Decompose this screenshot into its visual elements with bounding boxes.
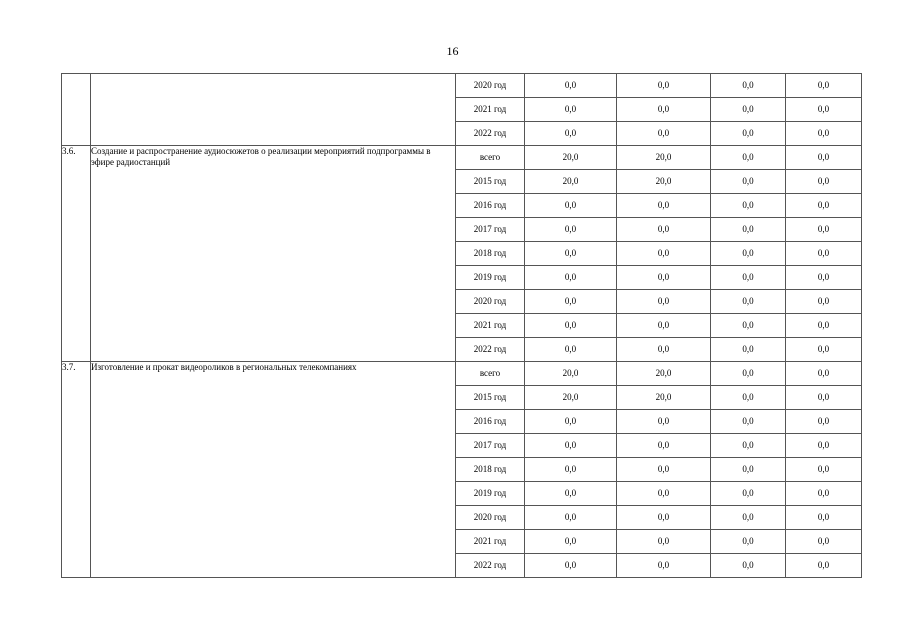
value-cell: 0,0	[711, 506, 786, 530]
item-number	[62, 74, 91, 146]
value-cell: 0,0	[617, 242, 711, 266]
table-row	[62, 74, 862, 98]
year-cell: 2016 год	[456, 410, 525, 434]
value-cell: 0,0	[617, 482, 711, 506]
value-cell: 0,0	[525, 338, 617, 362]
value-cell: 0,0	[711, 530, 786, 554]
year-cell: 2022 год	[456, 554, 525, 578]
value-cell: 0,0	[617, 122, 711, 146]
budget-table	[61, 73, 862, 578]
value-cell: 20,0	[525, 170, 617, 194]
value-cell: 0,0	[786, 338, 862, 362]
value-cell: 0,0	[711, 410, 786, 434]
value-cell: 0,0	[786, 74, 862, 98]
value-cell: 0,0	[711, 194, 786, 218]
value-cell: 0,0	[617, 338, 711, 362]
value-cell: 0,0	[617, 98, 711, 122]
value-cell: 0,0	[617, 530, 711, 554]
value-cell: 0,0	[711, 338, 786, 362]
value-cell: 0,0	[525, 266, 617, 290]
value-cell: 0,0	[525, 74, 617, 98]
value-cell: 0,0	[711, 122, 786, 146]
value-cell: 0,0	[525, 506, 617, 530]
value-cell: 0,0	[786, 314, 862, 338]
value-cell: 0,0	[711, 482, 786, 506]
value-cell: 0,0	[711, 98, 786, 122]
item-name: Создание и распространение аудиосюжетов о реализации мероприятий подпрограммы в эфире радиостанций	[91, 146, 456, 362]
value-cell: 0,0	[711, 362, 786, 386]
table-row	[62, 146, 862, 170]
value-cell: 0,0	[786, 266, 862, 290]
table-row	[62, 362, 862, 386]
value-cell: 0,0	[617, 434, 711, 458]
value-cell: 0,0	[786, 242, 862, 266]
value-cell: 0,0	[786, 290, 862, 314]
value-cell: 0,0	[711, 74, 786, 98]
value-cell: 0,0	[786, 386, 862, 410]
year-cell: 2020 год	[456, 74, 525, 98]
item-number: 3.7.	[62, 362, 91, 578]
value-cell: 0,0	[711, 554, 786, 578]
value-cell: 0,0	[711, 290, 786, 314]
value-cell: 0,0	[786, 410, 862, 434]
value-cell: 0,0	[786, 146, 862, 170]
value-cell: 0,0	[617, 410, 711, 434]
value-cell: 0,0	[711, 170, 786, 194]
value-cell: 0,0	[786, 458, 862, 482]
value-cell: 0,0	[786, 434, 862, 458]
value-cell: 0,0	[617, 266, 711, 290]
value-cell: 0,0	[617, 506, 711, 530]
year-cell: 2021 год	[456, 314, 525, 338]
value-cell: 0,0	[525, 290, 617, 314]
value-cell: 0,0	[525, 98, 617, 122]
year-cell: 2022 год	[456, 122, 525, 146]
value-cell: 0,0	[711, 146, 786, 170]
item-name	[91, 74, 456, 146]
year-cell: 2020 год	[456, 290, 525, 314]
year-cell: всего	[456, 362, 525, 386]
year-cell: 2021 год	[456, 530, 525, 554]
value-cell: 20,0	[525, 362, 617, 386]
value-cell: 0,0	[617, 554, 711, 578]
year-cell: 2015 год	[456, 170, 525, 194]
value-cell: 0,0	[786, 194, 862, 218]
value-cell: 0,0	[617, 74, 711, 98]
year-cell: всего	[456, 146, 525, 170]
value-cell: 0,0	[525, 410, 617, 434]
year-cell: 2019 год	[456, 482, 525, 506]
value-cell: 20,0	[525, 146, 617, 170]
value-cell: 0,0	[525, 314, 617, 338]
value-cell: 20,0	[525, 386, 617, 410]
year-cell: 2015 год	[456, 386, 525, 410]
value-cell: 0,0	[786, 362, 862, 386]
value-cell: 0,0	[786, 122, 862, 146]
value-cell: 0,0	[711, 314, 786, 338]
value-cell: 0,0	[711, 434, 786, 458]
value-cell: 0,0	[617, 458, 711, 482]
value-cell: 0,0	[617, 194, 711, 218]
year-cell: 2018 год	[456, 458, 525, 482]
value-cell: 0,0	[711, 386, 786, 410]
year-cell: 2020 год	[456, 506, 525, 530]
value-cell: 0,0	[786, 530, 862, 554]
value-cell: 20,0	[617, 362, 711, 386]
value-cell: 0,0	[525, 218, 617, 242]
value-cell: 0,0	[711, 218, 786, 242]
year-cell: 2019 год	[456, 266, 525, 290]
value-cell: 0,0	[525, 242, 617, 266]
value-cell: 0,0	[786, 218, 862, 242]
year-cell: 2016 год	[456, 194, 525, 218]
value-cell: 0,0	[617, 218, 711, 242]
year-cell: 2021 год	[456, 98, 525, 122]
value-cell: 0,0	[786, 554, 862, 578]
value-cell: 0,0	[711, 266, 786, 290]
value-cell: 0,0	[525, 458, 617, 482]
year-cell: 2018 год	[456, 242, 525, 266]
year-cell: 2022 год	[456, 338, 525, 362]
item-number: 3.6.	[62, 146, 91, 362]
value-cell: 0,0	[711, 458, 786, 482]
year-cell: 2017 год	[456, 218, 525, 242]
value-cell: 0,0	[786, 170, 862, 194]
value-cell: 0,0	[786, 506, 862, 530]
year-cell: 2017 год	[456, 434, 525, 458]
value-cell: 0,0	[525, 434, 617, 458]
page-number: 16	[446, 44, 459, 58]
value-cell: 0,0	[525, 194, 617, 218]
value-cell: 20,0	[617, 146, 711, 170]
value-cell: 0,0	[617, 290, 711, 314]
value-cell: 0,0	[711, 242, 786, 266]
value-cell: 0,0	[525, 530, 617, 554]
item-name: Изготовление и прокат видеороликов в региональных телекомпаниях	[91, 362, 456, 578]
value-cell: 0,0	[786, 98, 862, 122]
value-cell: 0,0	[617, 314, 711, 338]
value-cell: 20,0	[617, 170, 711, 194]
value-cell: 0,0	[786, 482, 862, 506]
value-cell: 20,0	[617, 386, 711, 410]
value-cell: 0,0	[525, 554, 617, 578]
value-cell: 0,0	[525, 482, 617, 506]
value-cell: 0,0	[525, 122, 617, 146]
